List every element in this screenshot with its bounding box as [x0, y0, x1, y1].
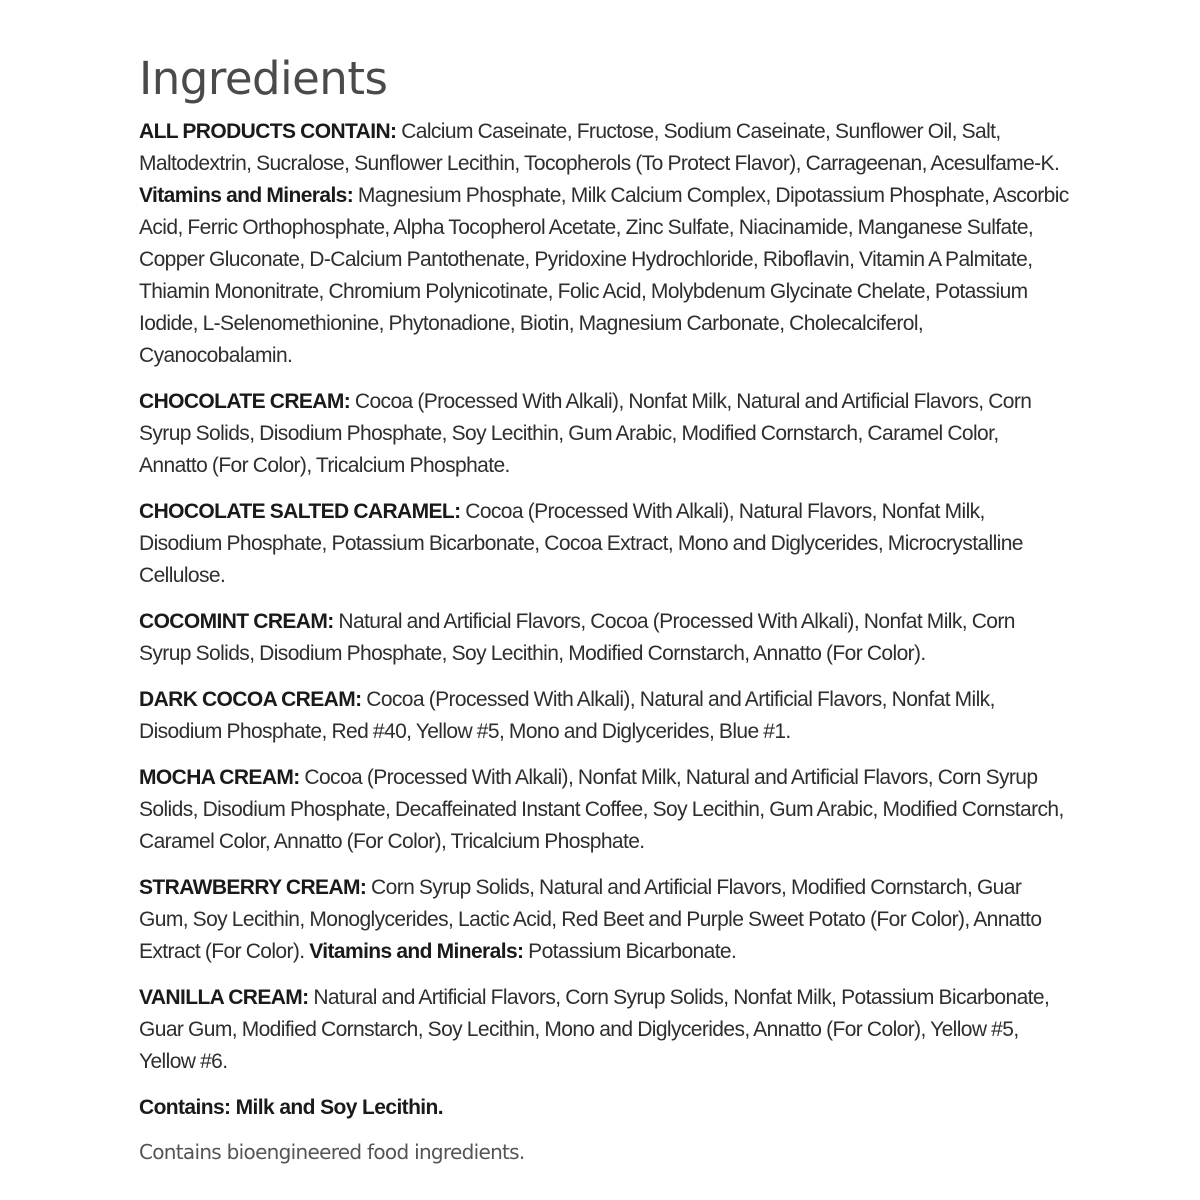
ingredients-panel	[139, 50, 1069, 1168]
flavor-vanilla-cream	[139, 982, 1069, 1078]
flavor-ingredients: Cocoa (Processed With Alkali), Nonfat Milk, Natural and Artificial Flavors, Corn Syrup Solids, Disodium Phosphate, Decaffeinated Instant Coffee, Soy Lecithin, Gum Arabic, Modified Cornstarch, Caramel Color, Annatto (For Color), Tricalcium Phosphate.	[139, 766, 1064, 853]
flavor-mocha-cream	[139, 762, 1069, 858]
flavor-ingredients: Natural and Artificial Flavors, Corn Syrup Solids, Nonfat Milk, Potassium Bicarbonate, Guar Gum, Modified Cornstarch, Soy Lecithin, Mono and Diglycerides, Annatto (For Color), Yellow #5, Yellow #6.	[139, 986, 1050, 1073]
flavor-ingredients: Cocoa (Processed With Alkali), Nonfat Milk, Natural and Artificial Flavors, Corn Syrup Solids, Disodium Phosphate, Soy Lecithin, Gum Arabic, Modified Cornstarch, Caramel Color, Annatto (For Color), Tricalcium Phosphate.	[139, 390, 1032, 477]
vitamins-text: Potassium Bicarbonate.	[523, 940, 737, 963]
flavor-label: CHOCOLATE SALTED CARAMEL:	[139, 500, 461, 523]
flavor-label: DARK COCOA CREAM:	[139, 688, 362, 711]
flavor-label: MOCHA CREAM:	[139, 766, 300, 789]
allergen-statement: Contains: Milk and Soy Lecithin.	[139, 1096, 443, 1119]
vitamins-text: Magnesium Phosphate, Milk Calcium Complex, Dipotassium Phosphate, Ascorbic Acid, Ferric Orthophosphate, Alpha Tocopherol Acetate, Zinc Sulfate, Niacinamide, Manganese Sulfate, Copper Gluconate, D-Calcium Pantothenate, Pyridoxine Hydrochloride, Riboflavin, Vitamin A Palmitate, Thiamin Mononitrate, Chromium Polynicotinate, Folic Acid, Molybdenum Glycinate Chelate, Potassium Iodide, L-Selenomethionine, Phytonadione, Biotin, Magnesium Carbonate, Cholecalciferol, Cyanocobalamin.	[139, 184, 1069, 367]
all-products-text: Calcium Caseinate, Fructose, Sodium Caseinate, Sunflower Oil, Salt, Maltodextrin, Sucralose, Sunflower Lecithin, Tocopherols (To Protect Flavor), Carrageenan, Acesulfame-K.	[139, 120, 1060, 175]
flavor-label: COCOMINT CREAM:	[139, 610, 334, 633]
flavor-ingredients: Cocoa (Processed With Alkali), Natural Flavors, Nonfat Milk, Disodium Phosphate, Potassium Bicarbonate, Cocoa Extract, Mono and Diglycerides, Microcrystalline Cellulose.	[139, 500, 1023, 587]
vitamins-label: Vitamins and Minerals:	[309, 940, 524, 963]
flavor-label: CHOCOLATE CREAM:	[139, 390, 351, 413]
all-products-label: ALL PRODUCTS CONTAIN:	[139, 120, 397, 143]
all-products-paragraph	[139, 116, 1069, 372]
flavor-strawberry-cream	[139, 872, 1069, 968]
vitamins-label: Vitamins and Minerals:	[139, 184, 354, 207]
flavor-label: VANILLA CREAM:	[139, 986, 309, 1009]
flavor-label: STRAWBERRY CREAM:	[139, 876, 367, 899]
flavor-ingredients: Cocoa (Processed With Alkali), Natural and Artificial Flavors, Nonfat Milk, Disodium Phosphate, Red #40, Yellow #5, Mono and Diglycerides, Blue #1.	[139, 688, 995, 743]
flavor-cocomint-cream	[139, 606, 1069, 670]
bioengineered-statement: Contains bioengineered food ingredients.	[139, 1140, 525, 1164]
flavor-dark-cocoa-cream	[139, 684, 1069, 748]
flavor-chocolate-salted-caramel	[139, 496, 1069, 592]
page-title: Ingredients	[139, 52, 388, 105]
flavor-ingredients: Corn Syrup Solids, Natural and Artificial Flavors, Modified Cornstarch, Guar Gum, Soy Lecithin, Monoglycerides, Lactic Acid, Red Beet and Purple Sweet Potato (For Color), Annatto Extract (For Color).	[139, 876, 1042, 963]
flavor-ingredients: Natural and Artificial Flavors, Cocoa (Processed With Alkali), Nonfat Milk, Corn Syrup Solids, Disodium Phosphate, Soy Lecithin, Modified Cornstarch, Annatto (For Color).	[139, 610, 1015, 665]
flavor-chocolate-cream	[139, 386, 1069, 482]
